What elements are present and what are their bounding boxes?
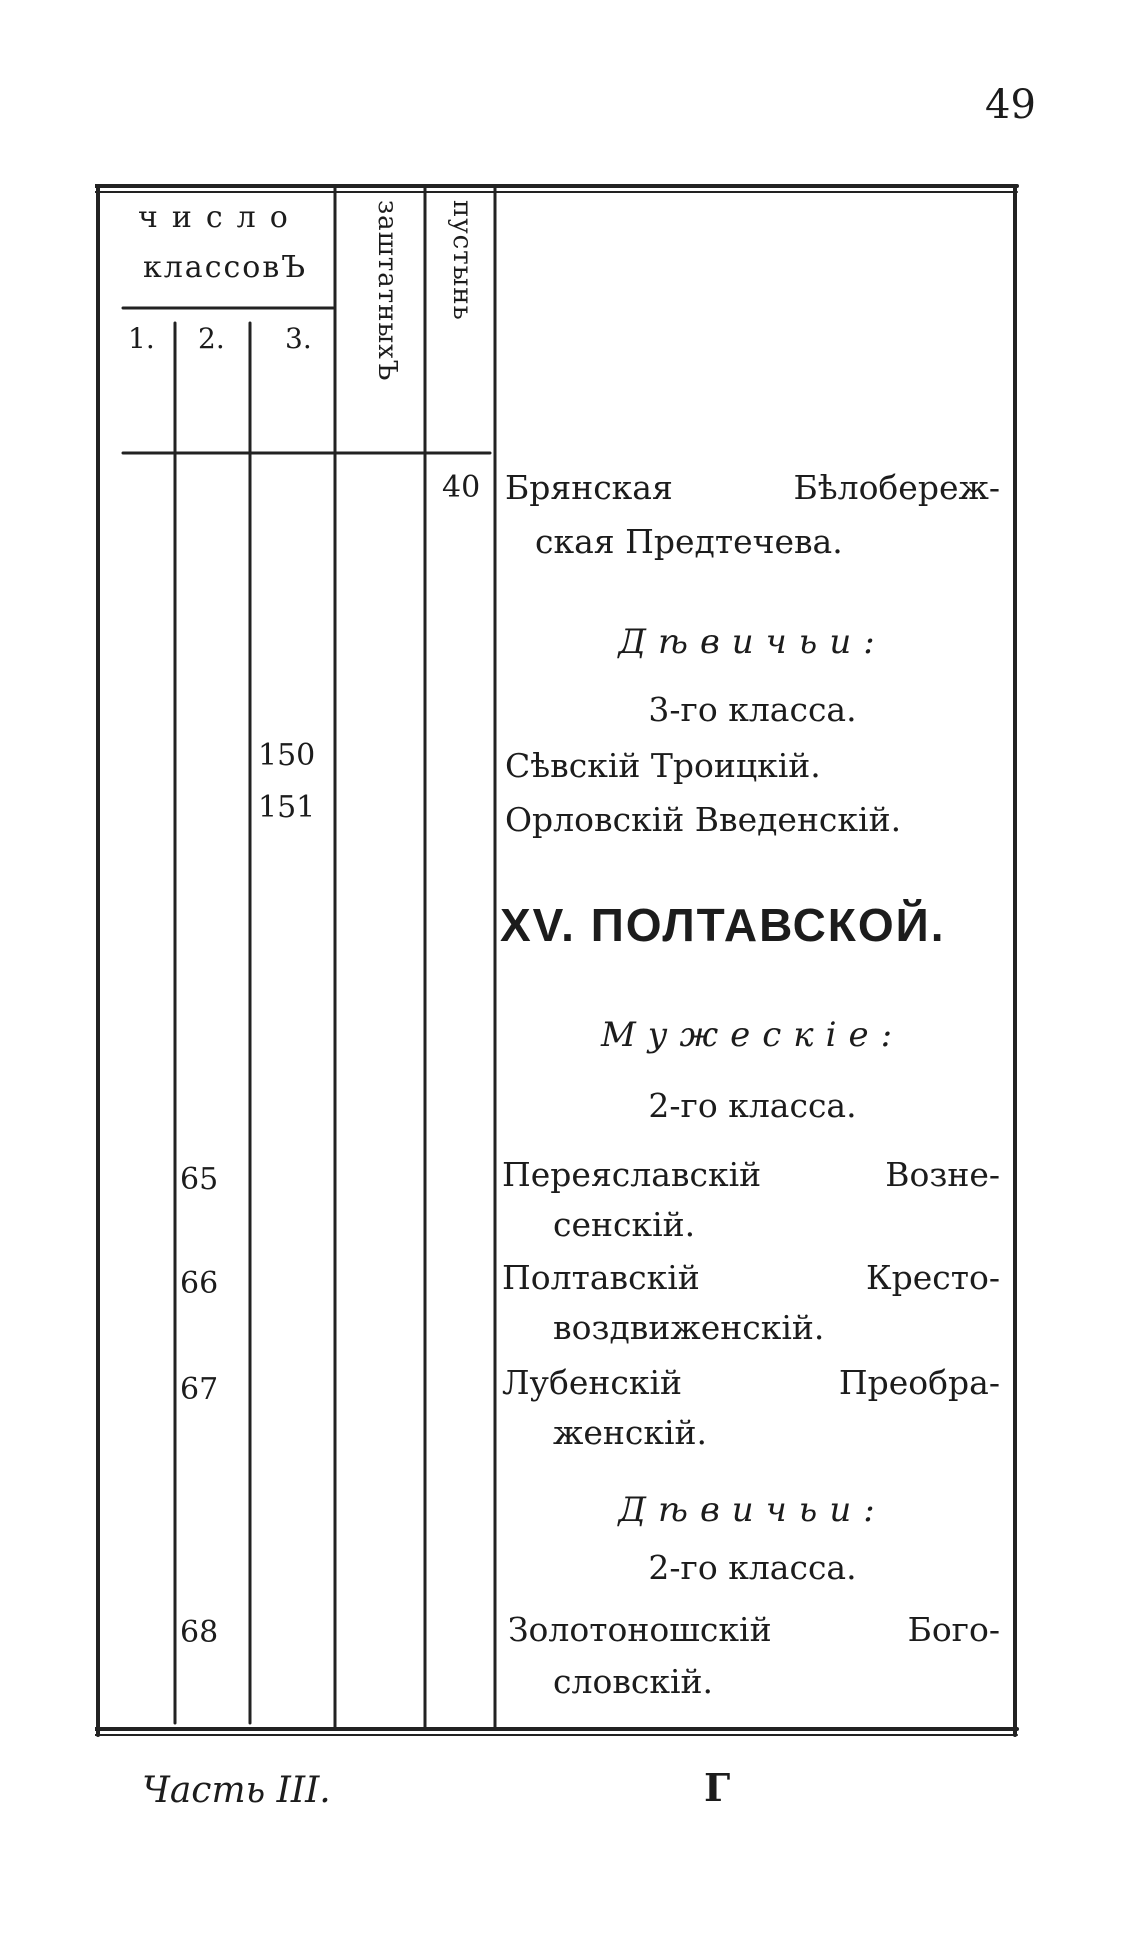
entry-number: 66	[180, 1266, 219, 1301]
province-heading: XV. ПОЛТАВСКОЙ.	[500, 899, 946, 951]
header-pustyn: пустынь	[447, 200, 477, 321]
entry-text: Золотоношскій	[508, 1610, 772, 1649]
entry-text: Кресто-	[866, 1258, 1000, 1297]
entry-number: 68	[180, 1615, 219, 1650]
entry-number: 150	[258, 738, 316, 773]
entry-line	[502, 1363, 1000, 1403]
entry-line	[502, 1155, 1000, 1195]
entry-text: Бѣлобереж-	[793, 468, 1000, 507]
entry-number: 65	[180, 1162, 219, 1197]
class-heading: 2-го класса.	[648, 1548, 857, 1587]
header-class-3: 3.	[285, 322, 312, 355]
entry-line: словскій.	[553, 1662, 714, 1701]
entry-line: сенскій.	[553, 1205, 696, 1244]
class-heading: 2-го класса.	[648, 1086, 857, 1125]
entry-text: Преобра-	[838, 1363, 1000, 1402]
entry-line	[508, 1610, 1000, 1650]
entry-number: 67	[180, 1372, 219, 1407]
header-klassov: классовЪ	[143, 250, 308, 285]
entry-line: ская Предтечева.	[535, 522, 843, 561]
entry-text: Бого-	[907, 1610, 1000, 1649]
page-number: 49	[985, 82, 1036, 128]
entry-text: Лубенскій	[502, 1363, 683, 1402]
entry-line	[502, 1258, 1000, 1298]
section-subheading: Мужескіе:	[600, 1015, 905, 1055]
entry-text: Брянская	[505, 468, 673, 507]
part-label: Часть III.	[142, 1770, 331, 1811]
entry-number: 151	[258, 790, 316, 825]
entry-number: 40	[442, 470, 481, 505]
entry-line: Сѣвскій Троицкій.	[505, 746, 821, 785]
header-chislo: число	[138, 200, 302, 235]
signature-mark: Г	[704, 1765, 731, 1810]
entry-line	[505, 468, 1000, 508]
entry-line: воздвиженскій.	[553, 1308, 825, 1347]
header-zashtatnykh: заштатныхЪ	[372, 200, 402, 382]
entry-line: женскій.	[553, 1413, 708, 1452]
section-subheading: Дѣвичьи:	[618, 1490, 887, 1530]
header-class-1: 1.	[128, 322, 155, 355]
entry-text: Возне-	[885, 1155, 1000, 1194]
header-class-2: 2.	[198, 322, 225, 355]
entry-text: Переяславскій	[502, 1155, 762, 1194]
entry-line: Орловскій Введенскій.	[505, 800, 902, 839]
section-subheading: Дѣвичьи:	[618, 622, 887, 662]
class-heading: 3-го класса.	[648, 690, 857, 729]
entry-text: Полтавскій	[502, 1258, 700, 1297]
